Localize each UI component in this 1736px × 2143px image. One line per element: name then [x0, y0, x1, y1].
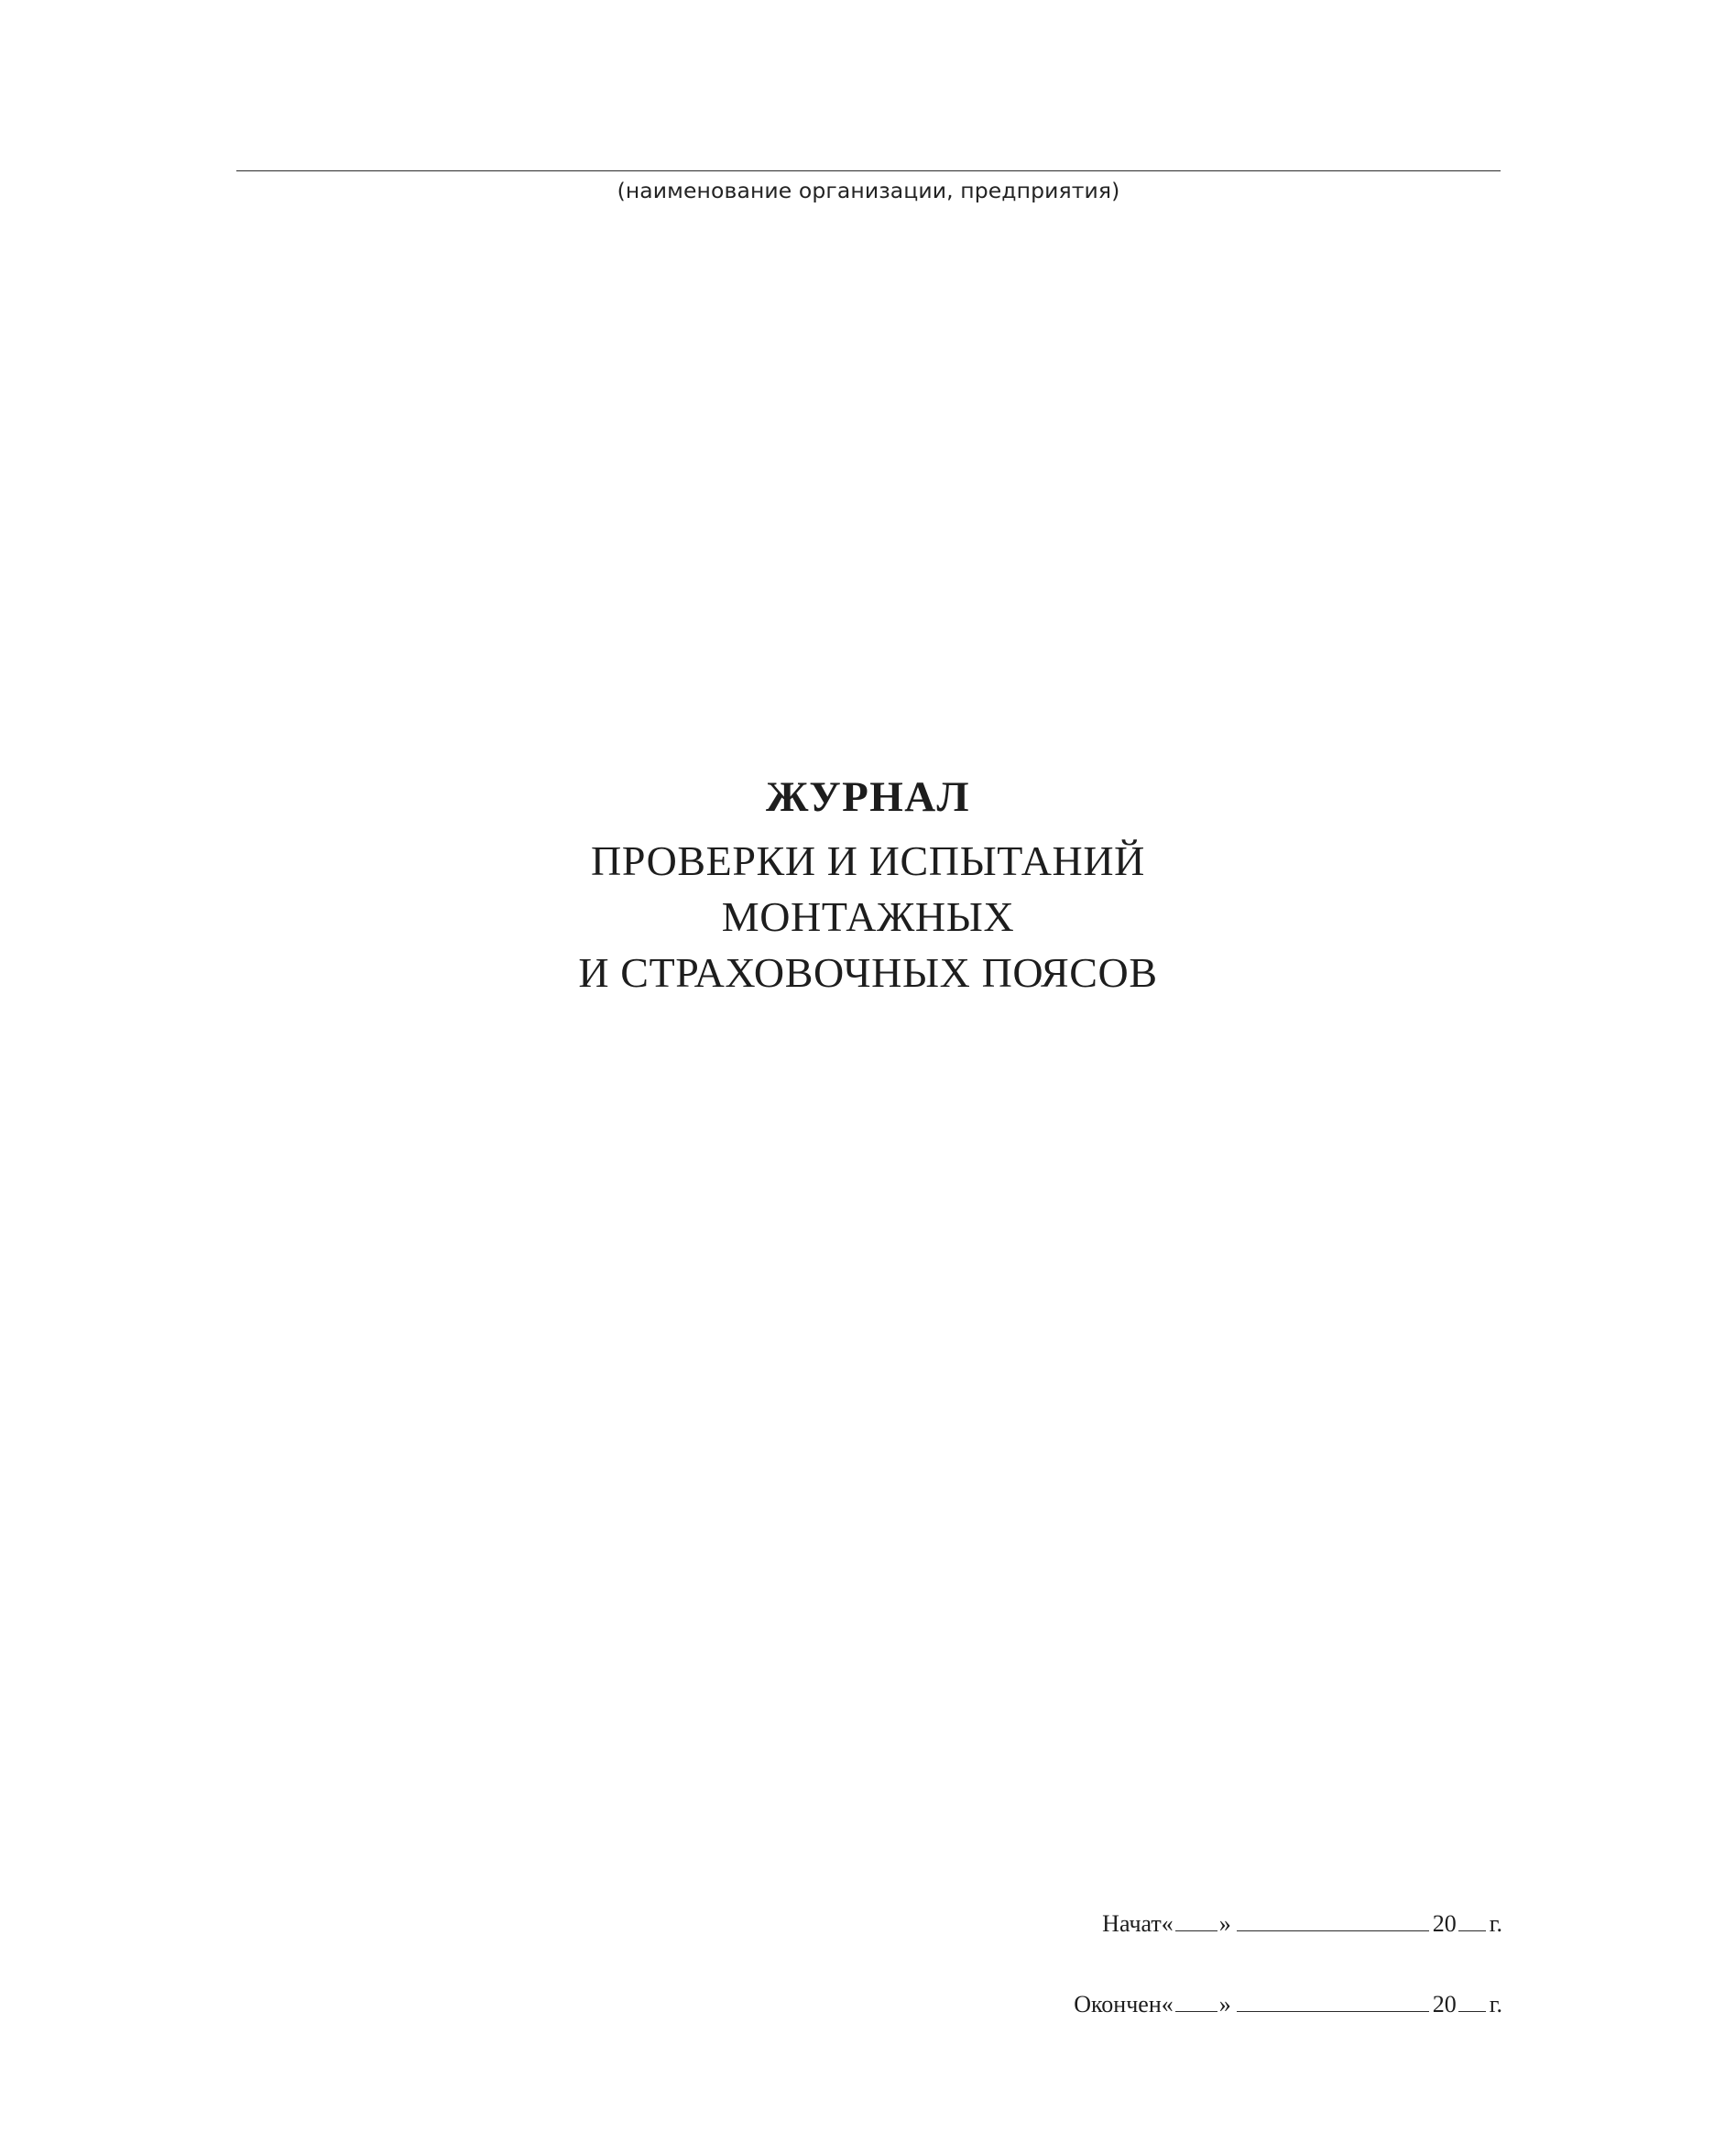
title-line-2: МОНТАЖНЫХ — [721, 892, 1015, 940]
date-fields-block — [971, 1910, 1502, 2018]
title-main: ЖУРНАЛ — [766, 773, 970, 821]
start-year-prefix: 20 — [1432, 1910, 1457, 1937]
start-date-quote-open: « — [1161, 1910, 1174, 1937]
title-line-1: ПРОВЕРКИ И ИСПЫТАНИЙ — [591, 836, 1145, 884]
organization-name-block — [236, 170, 1501, 203]
end-date-quote-open: « — [1161, 1991, 1174, 2017]
start-year-input[interactable] — [1458, 1914, 1486, 1931]
start-date-label: Начат — [1102, 1910, 1162, 1937]
end-month-input[interactable] — [1237, 1995, 1429, 2012]
end-date-quote-close: » — [1218, 1991, 1231, 2017]
end-year-input[interactable] — [1458, 1995, 1486, 2012]
end-year-suffix: г. — [1489, 1991, 1502, 2017]
start-date-row — [971, 1910, 1502, 1938]
title-line-3: И СТРАХОВОЧНЫХ ПОЯСОВ — [578, 949, 1158, 997]
organization-name-rule — [236, 170, 1501, 171]
end-date-label: Окончен — [1074, 1991, 1162, 2017]
start-day-input[interactable] — [1175, 1914, 1217, 1931]
end-day-input[interactable] — [1175, 1995, 1217, 2012]
page-title — [0, 774, 1736, 1000]
start-month-input[interactable] — [1237, 1914, 1429, 1931]
start-date-quote-close: » — [1218, 1910, 1231, 1937]
start-year-suffix: г. — [1489, 1910, 1502, 1937]
end-date-row — [971, 1991, 1502, 2018]
end-year-prefix: 20 — [1432, 1991, 1457, 2017]
organization-name-caption: (наименование организации, предприятия) — [617, 178, 1120, 203]
